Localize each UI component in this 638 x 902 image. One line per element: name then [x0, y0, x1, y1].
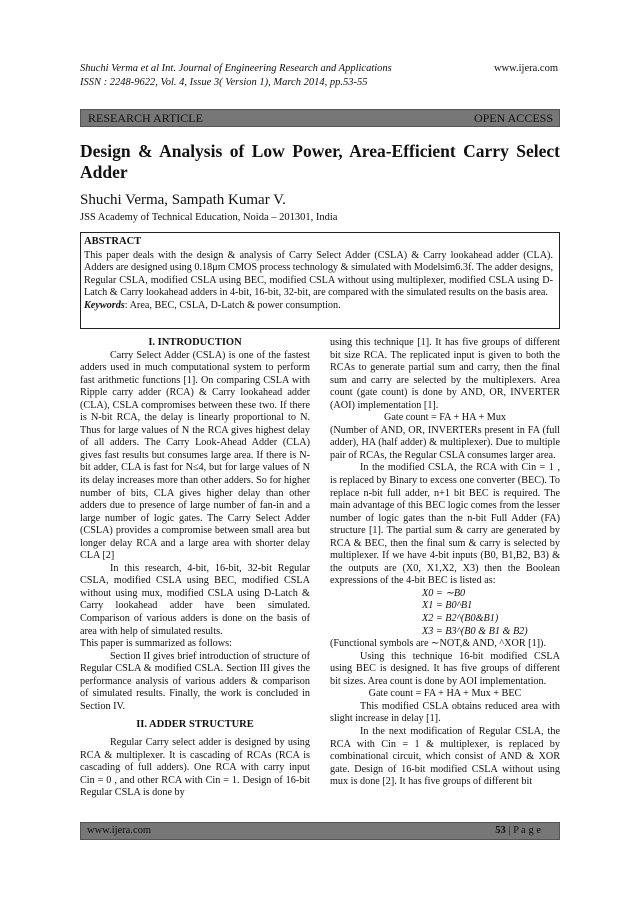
- keywords-line: [84, 300, 553, 313]
- left-column: [80, 337, 310, 800]
- abstract-box: [80, 232, 560, 329]
- keywords-label: Keywords: [84, 299, 125, 311]
- functional-symbols-note: (Functional symbols are ∼NOT,& AND, ^XOR [1]).: [330, 638, 547, 650]
- journal-line-1: Shuchi Verma et al Int. Journal of Engineering Research and Applications: [80, 63, 392, 74]
- running-header: [80, 62, 558, 90]
- author-affiliation: JSS Academy of Technical Education, Noida – 201301, India: [80, 212, 338, 223]
- gate-count-formula-1: Gate count = FA + HA + Mux: [383, 412, 507, 424]
- bec-equation-x2: X2 = B2^(B0&B1): [422, 613, 499, 625]
- intro-paragraph-2: In this research, 4-bit, 16-bit, 32-bit Regular CSLA, modified CSLA using BEC, modified CSLA without using mux, modified CSLA using D-Latch & Carry lookahead adder have been simulated. Comparison of various adders is done on the basis of area with help of simulated results.: [80, 562, 310, 637]
- gate-count-formula-2: Gate count = FA + HA + Mux + BEC: [368, 688, 522, 700]
- page-footer: [80, 822, 560, 840]
- structure-paragraph-6: This modified CSLA obtains reduced area with slight increase in delay [1].: [330, 700, 560, 725]
- keywords-text: : Area, BEC, CSLA, D-Latch & power consumption.: [124, 299, 341, 311]
- structure-paragraph-1: Regular Carry select adder is designed by using RCA & multiplexer. It is cascading of RCAs (RCA is cascading of full adders). One RCA with carry input Cin = 0 , and other RCA with Cin = 1. Design of 16-bit Regular CSLA is done by: [80, 736, 310, 799]
- research-article-label: RESEARCH ARTICLE: [88, 111, 203, 125]
- right-column: [330, 337, 560, 789]
- structure-paragraph-2: using this technique [1]. It has five groups of different bit size RCA. The replicated input is given to both the RCAs to generate partial sum and carry, then the final sum and carry are selected by the multiplexers. Area count (gate count) is done by AND, OR, INVERTER (AOI) implementation [1].: [330, 337, 560, 411]
- bec-equation-x3: X3 = B3^(B0 & B1 & B2): [422, 625, 528, 637]
- section-2-heading: II. ADDER STRUCTURE: [136, 719, 254, 731]
- paper-authors: Shuchi Verma, Sampath Kumar V.: [80, 192, 286, 208]
- bec-equation-x1: X1 = B0^B1: [422, 600, 473, 612]
- structure-paragraph-4: In the modified CSLA, the RCA with Cin = 1 , is replaced by Binary to excess one converter (BEC). To replace n-bit full adder, n+1 bit BEC is required. The main advantage of this BEC logic comes from the lesser number of logic gates than the n-bit Full Adder (FA) structure [1]. The partial sum & carry are generated by RCA & BEC, then the final sum & carry is selected by multiplexer. If we have 4-bit inputs (B0, B1,B2, B3) & the outputs are (X0, X1,X2, X3) then the Boolean expressions of the 4-bit BEC is listed as:: [330, 462, 560, 587]
- page-label: | P a g e: [505, 825, 541, 836]
- structure-paragraph-7: In the next modification of Regular CSLA, the RCA with Cin = 1 & multiplexer, is replaced by combinational circuit, which consist of AND & XOR gate. Design of 16-bit modified CSLA without using mux is done [2]. It has five groups of different bit: [330, 725, 560, 788]
- bec-equation-x0: X0 = ∼B0: [422, 587, 466, 599]
- journal-line-2: ISSN : 2248-9622, Vol. 4, Issue 3( Version 1), March 2014, pp.53-55: [80, 77, 368, 88]
- intro-paragraph-3: This paper is summarized as follows:: [80, 638, 232, 650]
- paper-title: Design & Analysis of Low Power, Area-Efficient Carry Select Adder: [80, 141, 560, 182]
- abstract-heading: ABSTRACT: [84, 236, 142, 247]
- article-banner: [80, 109, 560, 127]
- section-1-heading: I. INTRODUCTION: [148, 337, 242, 348]
- page-number-value: 53: [495, 825, 506, 836]
- header-website-link[interactable]: www.ijera.com: [493, 63, 558, 74]
- footer-website-link[interactable]: www.ijera.com: [87, 825, 152, 836]
- intro-paragraph-4: Section II gives brief introduction of structure of Regular CSLA & modified CSLA. Section III gives the performance analysis of various adders & comparison of simulated results. Finally, the work is concluded in Section IV.: [80, 650, 310, 712]
- structure-paragraph-5: Using this technique 16-bit modified CSLA using BEC is designed. It has five groups of different bit sizes. Area count is done by AOI implementation.: [330, 650, 560, 687]
- page-number: [495, 823, 541, 839]
- abstract-text: This paper deals with the design & analysis of Carry Select Adder (CSLA) & Carry lookahead adder (CLA). Adders are designed using 0.18μm CMOS process technology & simulated with Modelsim6.3f. The adder designs, Regular CSLA, modified CSLA using BEC, modified CSLA without using multiplexer, modified CSLA using D-Latch & Carry lookahead adders in 4-bit, 16-bit, 32-bit, are compared with the simulated results on the basis area.: [84, 249, 553, 299]
- open-access-label: OPEN ACCESS: [473, 111, 553, 125]
- structure-paragraph-3: (Number of AND, OR, INVERTERs present in FA (full adder), HA (half adder) & multiplexer). Due to multiple pair of RCAs, the Regular CSLA consumes larger area.: [330, 424, 560, 461]
- intro-paragraph-1: Carry Select Adder (CSLA) is one of the fastest adders used in much computational system to perform fast arithmetic functions [1]. On comparing CSLA with Ripple carry adder (RCA) & Carry lookahead adder (CLA), CSLA compromises between these two. If there is N-bit RCA, the delay is linearly proportional to N. Thus for large values of N the RCA gives highest delay of all adders. The Carry Look-Ahead Adder (CLA) gives fast results but consumes large area. If there is N-bit adder, CLA is fast for N≤4, but for large values of N its delay increases more than other adders. So for higher number of bits, CLA gives higher delay than other adders due to presence of large number of fan-in and a large number of logic gates. The Carry Select Adder (CSLA) provides a compromise between small area but longer delay RCA and a large area with shorter delay CLA [2]: [80, 349, 310, 562]
